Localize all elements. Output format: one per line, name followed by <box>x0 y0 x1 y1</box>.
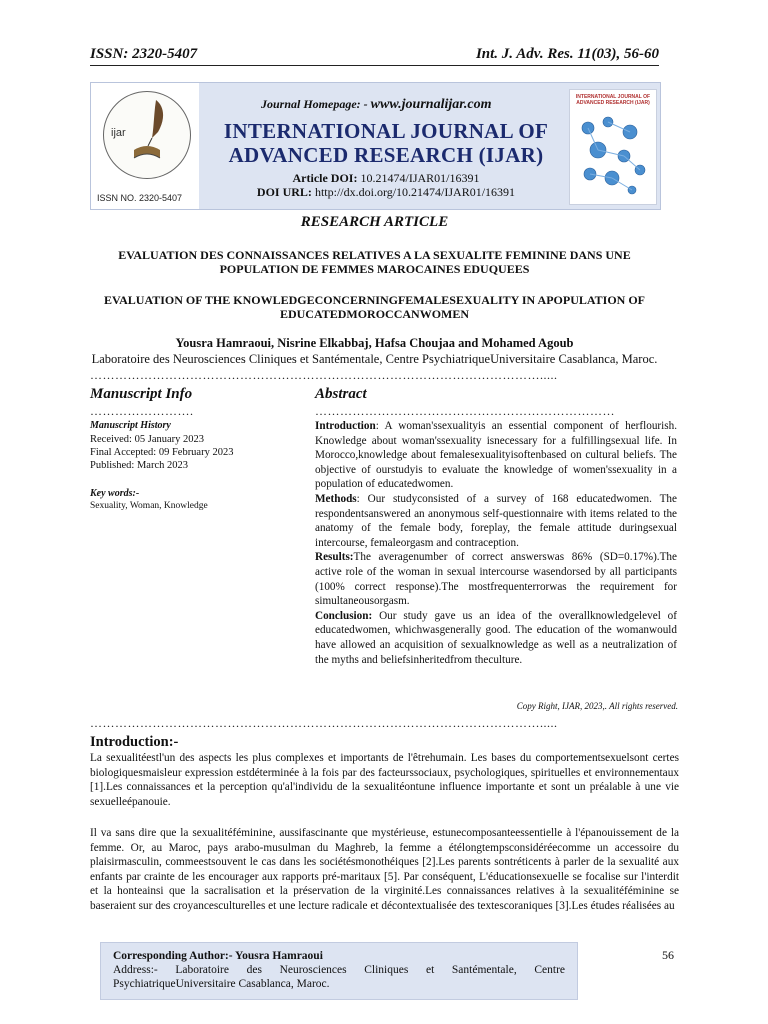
title-english: EVALUATION OF THE KNOWLEDGECONCERNINGFEMALESEXUALITY IN APOPULATION OF EDUCATEDMOROCCANWOMEN <box>104 293 645 321</box>
abstract-intro-label: Introduction <box>315 420 376 432</box>
doi-block <box>201 171 571 199</box>
abstract-conclusion-label: Conclusion: <box>315 609 373 622</box>
intro-paragraph-1 <box>90 751 679 809</box>
homepage-label: Journal Homepage: - <box>261 97 371 111</box>
doi-url-value[interactable]: http://dx.doi.org/10.21474/IJAR01/16391 <box>314 185 516 199</box>
logo-text: ijar <box>111 127 126 139</box>
separator-top: ………………………………………………………………………………………………..... <box>90 368 558 382</box>
corresponding-author-box <box>100 942 578 1000</box>
cover-title: INTERNATIONAL JOURNAL OF ADVANCED RESEARCH (IJAR) <box>575 94 651 106</box>
abstract-methods-text: : Our studyconsisted of a survey of 168 educatedwomen. The respondentsanswered an anonymous self-questionnaire with items related to the anatomy of the female body, foreplay, the female attitude duringsexual intercourse, femaleorgasm and contraception. <box>315 492 677 549</box>
published-date: Published: March 2023 <box>90 460 188 471</box>
journal-cover-thumbnail <box>569 89 657 205</box>
abstract-results <box>315 550 677 608</box>
abstract-intro-text: : A woman'ssexualityis an essential component of herflourish. Knowledge about woman'ssexuality isnecessary for a fulfillingsexual life. In Morocco,knowledge about femalesexualityisoftenbased on cultural beliefs. The objective of ourstudyis to evaluate the knowledge of women'ssexuality in a population of educatedwomen. <box>315 420 677 491</box>
doi-url-label: DOI URL: <box>256 185 312 199</box>
running-header <box>90 46 659 66</box>
title-french: EVALUATION DES CONNAISSANCES RELATIVES A LA SEXUALITE FEMININE DANS UNE POPULATION DE FEMMES MAROCAINES EDUQUEES <box>118 248 631 276</box>
affiliation: Laboratoire des Neurosciences Cliniques et Santémentale, Centre PsychiatriqueUniversitaire Casablanca, Maroc. <box>91 352 658 366</box>
abstract-heading: Abstract <box>315 386 367 402</box>
separator-bottom: ………………………………………………………………………………………………..... <box>90 716 558 730</box>
keywords-label: Key words:- <box>90 488 140 499</box>
accepted-date: Final Accepted: 09 February 2023 <box>90 447 234 458</box>
authors: Yousra Hamraoui, Nisrine Elkabbaj, Hafsa Choujaa and Mohamed Agoub <box>175 336 574 350</box>
journal-logo <box>91 83 199 209</box>
abstract-results-text: The averagenumber of correct answerswas 86% (SD=0.17%).The active role of the woman in sexual intercourse wasendorsed by all participants (100% correct response).The mostfrequenterrorwas the requirement for simultaneousorgasm. <box>315 551 677 608</box>
received-date: Received: 05 January 2023 <box>90 434 205 445</box>
doi-value: 10.21474/IJAR01/16391 <box>360 171 480 185</box>
manuscript-info-heading: Manuscript Info <box>90 386 193 402</box>
journal-title-line1: INTERNATIONAL JOURNAL OF <box>223 119 549 143</box>
logo-issn: ISSN NO. 2320-5407 <box>97 193 183 203</box>
journal-title-line2: ADVANCED RESEARCH (IJAR) <box>228 143 544 167</box>
separator-right: ……………………………………………………………… <box>315 404 615 418</box>
journal-title <box>201 119 571 167</box>
corresponding-address: Address:- Laboratoire des Neurosciences Cliniques et Santémentale, Centre PsychiatriqueUniversitaire Casablanca, Maroc. <box>113 964 565 990</box>
homepage-url[interactable]: www.journalijar.com <box>370 97 492 112</box>
abstract-introduction <box>315 419 677 492</box>
abstract-conclusion-text: Our study gave us an idea of the overallknowledgelevel of educatedwomen, whichwasgenerally good. The education of the womanwould have allowed an acquisition of sexualknowledge as well as a neutralization of the myths and beliefsinheritedfrom theculture. <box>315 609 677 666</box>
introduction-heading: Introduction:- <box>90 734 179 750</box>
issn-text: ISSN: 2320-5407 <box>90 46 198 62</box>
citation-text: Int. J. Adv. Res. 11(03), 56-60 <box>475 46 659 62</box>
separator-left: ……………………. <box>90 404 194 418</box>
intro-paragraph-1-text: La sexualitéestl'un des aspects les plus complexes et importants de l'êtrehumain. Les bases du comportementsexuelsont certes biologiquesmaisleur expression estdéterminée à la fois par des facteurssociaux, psychologiques, spirituelles et environnementaux [1].Les connaissances et la perception qu'al'individu de la sexualitéontune influence importante et sont un préalable à une vie sexuelleépanouie. <box>90 752 679 808</box>
corresponding-author: Corresponding Author:- Yousra Hamraoui <box>113 950 323 962</box>
page-number: 56 <box>662 948 674 962</box>
homepage-line <box>261 97 561 113</box>
abstract-methods-label: Methods <box>315 492 357 505</box>
copyright: Copy Right, IJAR, 2023,. All rights reserved. <box>516 701 678 711</box>
abstract-results-label: Results: <box>315 551 354 564</box>
abstract-methods <box>315 492 677 550</box>
doi-label: Article DOI: <box>292 171 358 185</box>
manuscript-history-label: Manuscript History <box>90 420 171 431</box>
keywords: Sexuality, Woman, Knowledge <box>90 501 208 511</box>
abstract-conclusion <box>315 609 677 667</box>
intro-paragraph-2 <box>90 826 679 913</box>
article-type: RESEARCH ARTICLE <box>300 214 449 230</box>
molecule-icon <box>574 112 652 200</box>
intro-paragraph-2-text: Il va sans dire que la sexualitéféminine, aussifascinante que mystérieuse, estunecomposanteessentielle à l'épanouissement de la femme. Or, au Maroc, pays arabo-musulman du Maghreb, la femme a étélongtempsconsidéréecomme un accessoire du plaisirmasculin, commeestsouvent le cas dans les sociétésmonothéiques [2].Les parents sontréticents à parler de la sexualité aux enfants par crainte de les encourager aux rapports pré-maritaux [5]. Par conséquent, L'éducationsexuelle se focalise sur l'interdit et la honteainsi que la sacralisation et la préservation de la virginité.Les connaissances relatives à la sexualitéféminine se baseraient sur des croyancesculturelles et une lecture radicale et décontextualisée des textescoraniques [3].Les études réalisées au <box>90 827 679 912</box>
journal-banner <box>90 82 661 210</box>
abstract-body <box>315 419 677 667</box>
